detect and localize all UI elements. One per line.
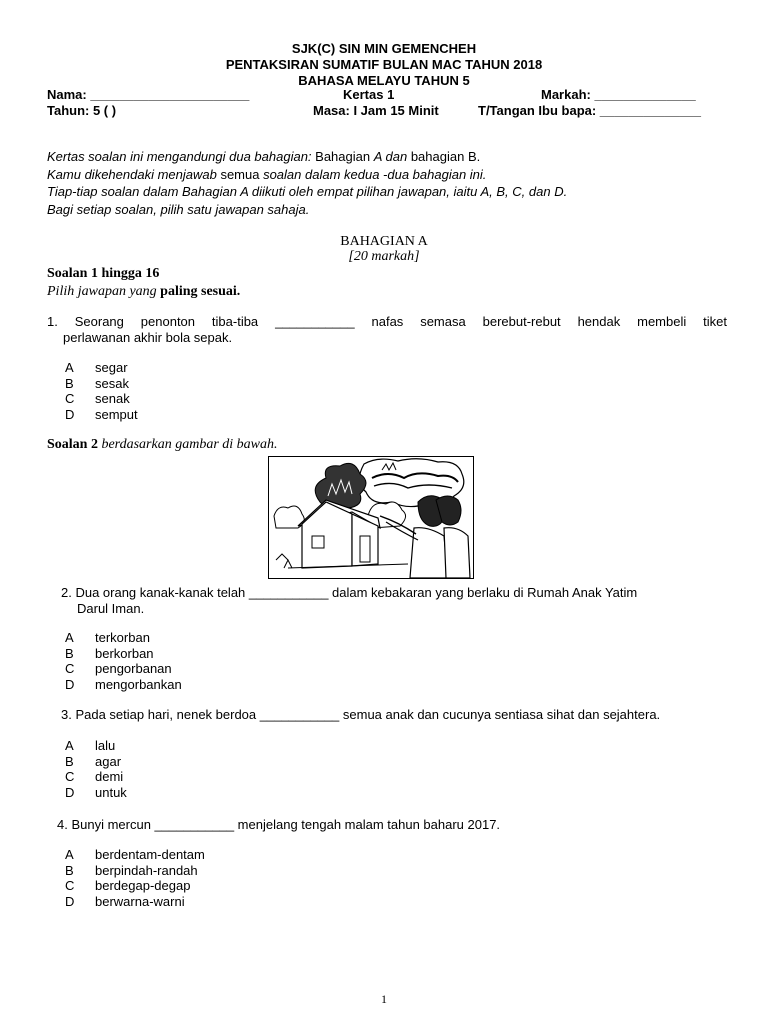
option-letter: D [65,676,75,692]
option-letter: C [65,878,75,893]
q1-option-c[interactable] [65,391,138,407]
tahun-field: Tahun: 5 ( ) [47,103,117,118]
option-letter: C [65,769,75,784]
instruction [47,283,240,300]
question-1 [47,314,727,346]
q4-option-c[interactable] [65,878,205,894]
option-letter: D [65,784,75,800]
q1-option-b[interactable] [65,376,138,392]
option-text: untuk [95,784,127,800]
q3-option-d[interactable] [65,785,127,801]
option-text: terkorban [95,630,150,645]
intro-line-3: Tiap-tiap soalan dalam Bahagian A diikuti oleh empat pilihan jawapan, iaitu A, B, C, dan D. [47,184,568,199]
option-text: mengorbankan [95,676,182,692]
option-text: berkorban [95,645,154,661]
option-text: demi [95,769,124,784]
option-letter: D [65,406,75,422]
burning-house-image [268,456,474,579]
q1-line-2: perlawanan akhir bola sepak. [63,330,233,345]
option-letter: A [65,360,74,375]
option-letter: A [65,630,74,645]
option-letter: B [65,645,74,661]
q2-option-c[interactable] [65,661,182,677]
markah-field: Markah: ______________ [541,87,696,102]
option-letter: D [65,893,75,909]
instruction-a: Pilih jawapan yang [47,284,161,299]
q3-option-a[interactable] [65,738,127,754]
fire-illustration [268,456,474,579]
question-range: Soalan 1 hingga 16 [47,266,160,281]
section-marks: [20 markah] [348,249,420,264]
intro-1b: Bahagian [315,149,374,164]
option-text: semput [95,406,138,422]
option-text: berdentam-dentam [95,847,205,862]
masa-label: Masa: I Jam 15 Minit [313,103,439,118]
q4-option-d[interactable] [65,894,205,910]
q2-option-b[interactable] [65,646,182,662]
question-2 [61,585,637,617]
tandatangan-field: T/Tangan Ibu bapa: ______________ [478,103,702,118]
q4-options [65,847,205,909]
q1-line-1: 1. Seorang penonton tiba-tiba ___________ nafas semasa berebut-rebut hendak membeli tiket [47,314,727,329]
q2-option-a[interactable] [65,630,182,646]
option-letter: B [65,862,74,878]
intro-2a: Kamu dikehendaki menjawab [47,166,221,182]
q3-option-b[interactable] [65,754,127,770]
q1-option-a[interactable] [65,360,138,376]
question-3 [61,707,660,723]
q2-prompt [47,436,278,453]
q2-prompt-b: berdasarkan gambar di bawah. [101,437,278,452]
page-number: 1 [381,992,387,1006]
school-name: SJK(C) SIN MIN GEMENCHEH [291,41,477,56]
q3-line-1: 3. Pada setiap hari, nenek berdoa ___________ semua anak dan cucunya sentiasa sihat dan sejahtera. [61,707,661,722]
option-text: pengorbanan [95,661,172,676]
intro-line-2 [47,166,727,184]
q2-options [65,630,182,692]
intro-1d: bahagian B. [410,149,481,164]
q4-line-1: 4. Bunyi mercun ___________ menjelang tengah malam tahun baharu 2017. [57,817,501,832]
q4-option-a[interactable] [65,847,205,863]
option-text: berdegap-degap [95,878,191,893]
option-text: berwarna-warni [95,893,185,909]
option-text: lalu [95,738,116,753]
instruction-b: paling sesuai. [160,284,241,299]
option-letter: B [65,753,74,769]
q2-prompt-a: Soalan 2 [47,437,102,452]
kertas-label: Kertas 1 [343,87,395,102]
option-text: berpindah-randah [95,862,198,878]
intro-line-1 [47,148,727,166]
option-letter: A [65,738,74,753]
intro-1a: Kertas soalan ini mengandungi dua bahagian: [47,149,316,164]
option-text: agar [95,753,122,769]
q3-option-c[interactable] [65,769,127,785]
nama-field: Nama: ______________________ [47,87,250,102]
option-text: segar [95,360,128,375]
question-4 [57,817,500,833]
q1-options [65,360,138,422]
intro-text [47,148,727,218]
q2-option-d[interactable] [65,677,182,693]
option-letter: C [65,391,75,406]
option-letter: B [65,375,74,391]
option-letter: A [65,847,74,862]
q2-line-2: Darul Iman. [77,601,145,616]
subject-title: BAHASA MELAYU TAHUN 5 [298,73,470,88]
intro-2c: soalan dalam kedua -dua bahagian ini. [263,166,487,182]
q1-option-d[interactable] [65,407,138,423]
intro-2b: semua [220,166,264,182]
q3-options [65,738,127,800]
section-title: BAHAGIAN A [340,234,428,249]
option-text: sesak [95,375,129,391]
intro-line-4: Bagi setiap soalan, pilih satu jawapan sahaja. [47,201,310,217]
intro-1c: A dan [373,149,411,164]
q2-line-1: 2. Dua orang kanak-kanak telah ___________ dalam kebakaran yang berlaku di Rumah Anak Yatim [61,585,638,600]
option-text: senak [95,391,130,406]
option-letter: C [65,661,75,676]
exam-title: PENTAKSIRAN SUMATIF BULAN MAC TAHUN 2018 [225,57,543,72]
q4-option-b[interactable] [65,863,205,879]
